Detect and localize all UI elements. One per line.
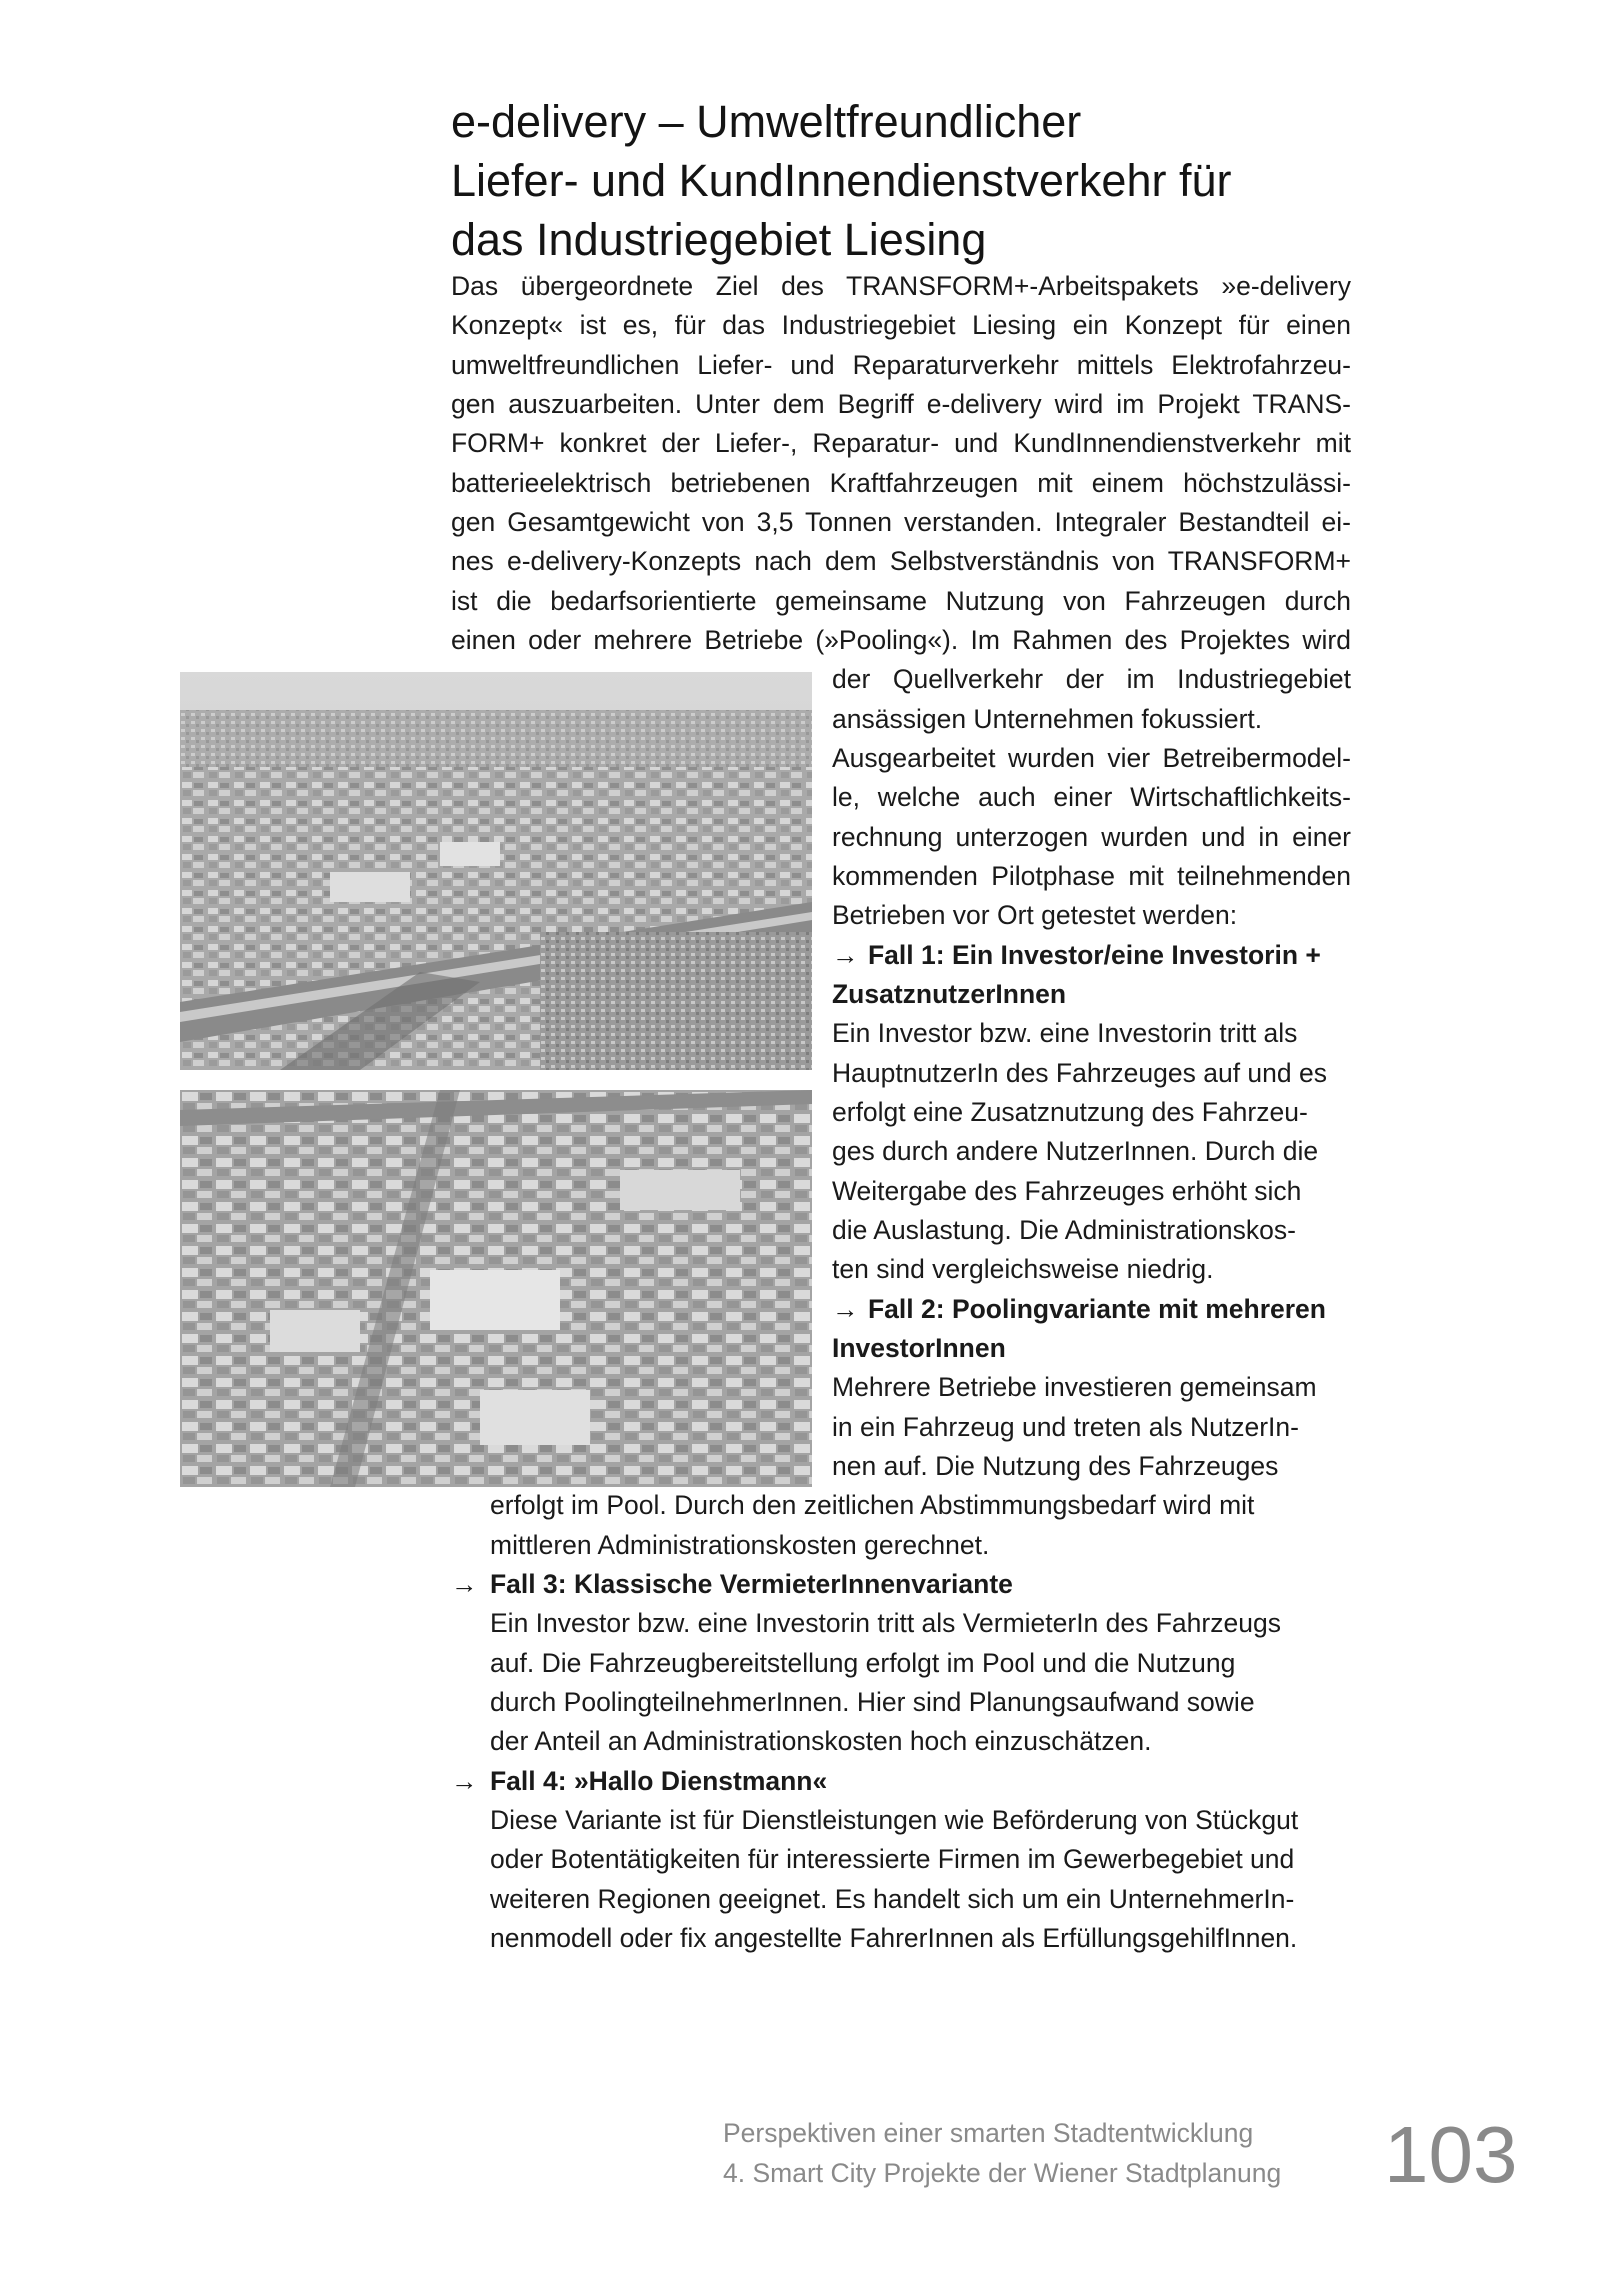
fall4-line: oder Botentätigkeiten für interessierte Firmen im Gewerbegebiet und (490, 1844, 1295, 1874)
title-line: Liefer- und KundInnendienstverkehr für (451, 155, 1232, 206)
fall1-line: erfolgt eine Zusatznutzung des Fahrzeu- (832, 1097, 1308, 1127)
arrow-right-icon: → (832, 940, 859, 970)
fall2-heading: → Fall 2: Poolingvariante mit mehreren (832, 1290, 1326, 1329)
fall2-line: mittleren Administrationskosten gerechnet. (490, 1530, 990, 1560)
intro-line: nes e-delivery-Konzepts nach dem Selbstverständnis von TRANSFORM+ (451, 546, 1351, 576)
intro-line: FORM+ konkret der Liefer-, Reparatur- und KundInnendienstverkehr mit (451, 428, 1351, 458)
fall3-line: durch PoolingteilnehmerInnen. Hier sind Planungsaufwand sowie (490, 1687, 1255, 1717)
side-line: kommenden Pilotphase mit teilnehmenden (832, 861, 1351, 891)
intro-line: gen auszuarbeiten. Unter dem Begriff e-delivery wird im Projekt TRANS- (451, 389, 1351, 419)
intro-line: Das übergeordnete Ziel des TRANSFORM+-Arbeitspakets »e-delivery (451, 271, 1351, 301)
fall4-line: Diese Variante ist für Dienstleistungen wie Beförderung von Stückgut (490, 1805, 1299, 1835)
footer-book-title: Perspektiven einer smarten Stadtentwicklung (723, 2118, 1254, 2148)
fall3-line: der Anteil an Administrationskosten hoch einzuschätzen. (490, 1726, 1152, 1756)
arrow-right-icon: → (832, 1294, 859, 1324)
fall2-line: in ein Fahrzeug und treten als NutzerIn- (832, 1412, 1299, 1442)
fall2-line: Mehrere Betriebe investieren gemeinsam (832, 1372, 1317, 1402)
intro-line: ist die bedarfsorientierte gemeinsame Nutzung von Fahrzeugen durch (451, 586, 1351, 616)
fall3-line: auf. Die Fahrzeugbereitstellung erfolgt im Pool und die Nutzung (490, 1648, 1236, 1678)
fall2-line: nen auf. Die Nutzung des Fahrzeuges (832, 1451, 1279, 1481)
title-line: e-delivery – Umweltfreundlicher (451, 96, 1082, 147)
fall1-heading-cont: ZusatznutzerInnen (832, 979, 1067, 1009)
fall1-line: die Auslastung. Die Administrationskos- (832, 1215, 1296, 1245)
fall1-line: ten sind vergleichsweise niedrig. (832, 1254, 1214, 1284)
side-line: der Quellverkehr der im Industriegebiet (832, 664, 1351, 694)
side-line: rechnung unterzogen wurden und in einer (832, 822, 1351, 852)
fall1-line: HauptnutzerIn des Fahrzeuges auf und es (832, 1058, 1327, 1088)
intro-line: gen Gesamtgewicht von 3,5 Tonnen verstanden. Integraler Bestandteil ei- (451, 507, 1351, 537)
fall1-line: Ein Investor bzw. eine Investorin tritt als (832, 1018, 1298, 1048)
title-line: das Industriegebiet Liesing (451, 214, 987, 265)
arrow-right-icon: → (451, 1766, 478, 1796)
fall3-heading: → Fall 3: Klassische VermieterInnenvariante (451, 1565, 1013, 1604)
fall1-line: ges durch andere NutzerInnen. Durch die (832, 1136, 1319, 1166)
fall4-line: weiteren Regionen geeignet. Es handelt sich um ein UnternehmerIn- (490, 1884, 1295, 1914)
side-line: ansässigen Unternehmen fokussiert. (832, 704, 1263, 734)
side-line: Ausgearbeitet wurden vier Betreibermodel- (832, 743, 1351, 773)
page-number: 103 (1384, 2110, 1518, 2199)
intro-line: einen oder mehrere Betriebe (»Pooling«). Im Rahmen des Projektes wird (451, 625, 1351, 655)
intro-line: batterieelektrisch betriebenen Kraftfahrzeugen mit einem höchstzulässi- (451, 468, 1351, 498)
aerial-photo-industrial-area (180, 672, 812, 1070)
arrow-right-icon: → (451, 1569, 478, 1599)
footer-chapter-title: 4. Smart City Projekte der Wiener Stadtplanung (723, 2158, 1282, 2188)
side-line: Betrieben vor Ort getestet werden: (832, 900, 1238, 930)
fall1-heading: → Fall 1: Ein Investor/eine Investorin + (832, 936, 1321, 975)
fall1-line: Weitergabe des Fahrzeuges erhöht sich (832, 1176, 1302, 1206)
intro-line: Konzept« ist es, für das Industriegebiet Liesing ein Konzept für einen (451, 310, 1351, 340)
fall4-line: nenmodell oder fix angestellte FahrerInnen als ErfüllungsgehilfInnen. (490, 1923, 1298, 1953)
fall2-heading-cont: InvestorInnen (832, 1333, 1006, 1363)
page-title (451, 92, 1351, 269)
intro-line: umweltfreundlichen Liefer- und Reparaturverkehr mittels Elektrofahrzeu- (451, 350, 1351, 380)
aerial-photo-industrial-buildings (180, 1090, 812, 1487)
fall2-line: erfolgt im Pool. Durch den zeitlichen Abstimmungsbedarf wird mit (490, 1490, 1255, 1520)
fall3-line: Ein Investor bzw. eine Investorin tritt als VermieterIn des Fahrzeugs (490, 1608, 1281, 1638)
side-line: le, welche auch einer Wirtschaftlichkeits- (832, 782, 1351, 812)
fall4-heading: → Fall 4: »Hallo Dienstmann« (451, 1762, 827, 1801)
